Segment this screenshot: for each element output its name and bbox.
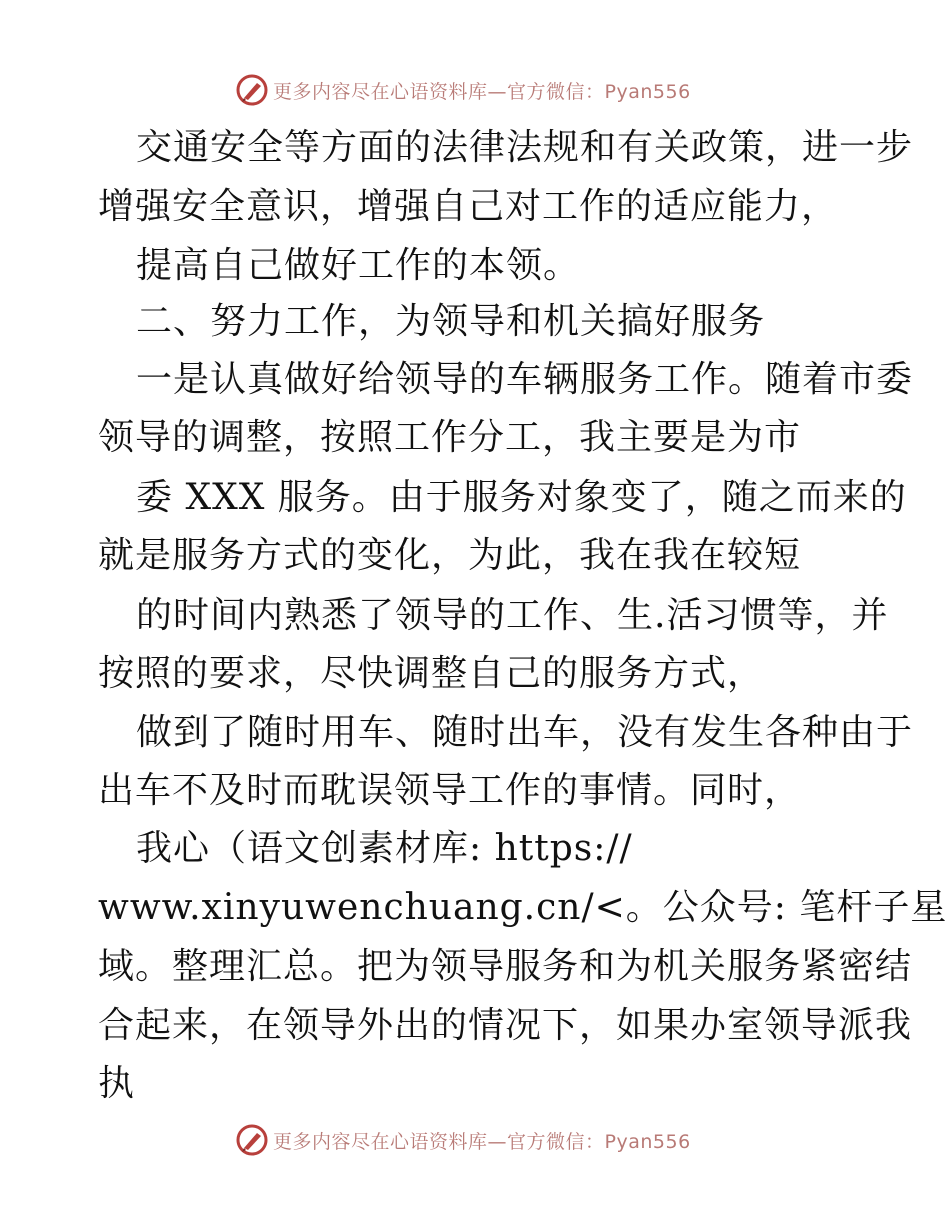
text-line: www.xinyuwenchuang.cn/<。公众号: 笔杆子星 <box>98 887 948 928</box>
pen-logo-icon <box>235 1123 269 1157</box>
text-line: 委 XXX 服务。由于服务对象变了，随之而来的 <box>136 477 907 518</box>
text-line: 交通安全等方面的法律法规和有关政策，进一步 <box>136 127 914 168</box>
text-line: 就是服务方式的变化，为此，我在我在较短 <box>98 535 802 576</box>
text-line: 执 <box>98 1063 136 1104</box>
header-watermark <box>235 72 691 108</box>
section-heading: 二、努力工作，为领导和机关搞好服务 <box>136 301 766 342</box>
text-line: 提高自己做好工作的本领。 <box>136 245 581 286</box>
watermark-text: 更多内容尽在心语资料库—官方微信：Pyan556 <box>273 1130 691 1153</box>
text-line: 出车不及时而耽误领导工作的事情。同时， <box>98 770 802 811</box>
text-line: 域。整理汇总。把为领导服务和为机关服务紧密结 <box>98 946 913 987</box>
text-line: 按照的要求，尽快调整自己的服务方式， <box>98 653 765 694</box>
text-line: 领导的调整，按照工作分工，我主要是为市 <box>98 417 802 458</box>
text-line: 合起来，在领导外出的情况下，如果办室领导派我 <box>98 1005 913 1046</box>
pen-logo-icon <box>235 73 269 107</box>
text-line: 的时间内熟悉了领导的工作、生.活习惯等，并 <box>136 595 889 636</box>
footer-watermark <box>235 1122 691 1158</box>
text-line: 我心（语文创素材库: https:// <box>136 828 633 869</box>
text-line: 一是认真做好给领导的车辆服务工作。随着市委 <box>136 359 914 400</box>
text-line: 做到了随时用车、随时出车，没有发生各种由于 <box>136 712 914 753</box>
text-line: 增强安全意识，增强自己对工作的适应能力， <box>98 186 839 227</box>
watermark-text: 更多内容尽在心语资料库—官方微信：Pyan556 <box>273 80 691 103</box>
